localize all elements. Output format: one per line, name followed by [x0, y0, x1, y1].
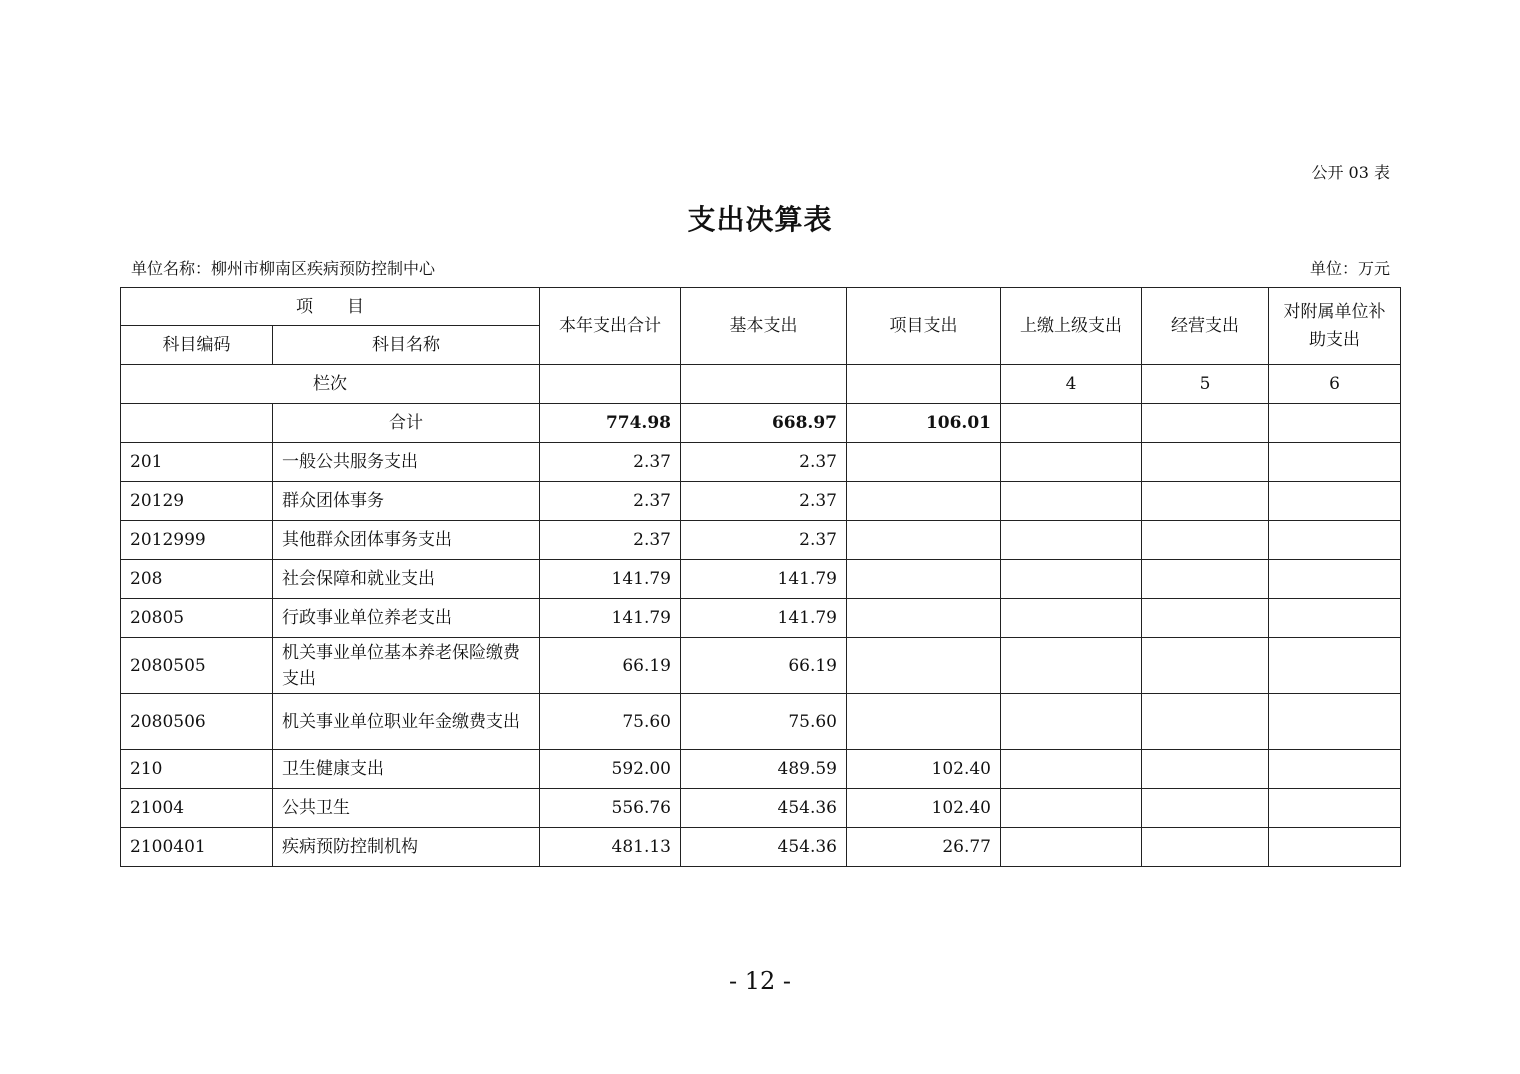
row-business [1142, 638, 1269, 694]
column-index-upper: 4 [1001, 365, 1142, 404]
row-total: 481.13 [540, 828, 681, 867]
row-upper [1001, 789, 1142, 828]
row-basic: 141.79 [681, 599, 847, 638]
row-business [1142, 599, 1269, 638]
row-subsidy [1269, 560, 1401, 599]
row-total: 556.76 [540, 789, 681, 828]
row-code: 208 [121, 560, 273, 599]
row-total: 141.79 [540, 599, 681, 638]
row-upper [1001, 521, 1142, 560]
row-subsidy [1269, 521, 1401, 560]
row-business [1142, 694, 1269, 750]
row-code: 2080505 [121, 638, 273, 694]
sum-subsidy [1269, 404, 1401, 443]
row-code: 20805 [121, 599, 273, 638]
row-name: 行政事业单位养老支出 [273, 599, 540, 638]
row-name: 卫生健康支出 [273, 750, 540, 789]
row-business [1142, 521, 1269, 560]
expenditure-table [120, 287, 1401, 867]
row-basic: 75.60 [681, 694, 847, 750]
row-business [1142, 443, 1269, 482]
row-basic: 2.37 [681, 482, 847, 521]
table-row [121, 521, 1401, 560]
row-project: 26.77 [847, 828, 1001, 867]
row-business [1142, 560, 1269, 599]
page-title: 支出决算表 [687, 203, 833, 236]
row-total: 2.37 [540, 482, 681, 521]
row-project [847, 599, 1001, 638]
row-total: 66.19 [540, 638, 681, 694]
row-name: 一般公共服务支出 [273, 443, 540, 482]
row-total: 2.37 [540, 521, 681, 560]
currency-unit: 单位：万元 [1309, 259, 1390, 278]
row-business [1142, 750, 1269, 789]
row-project: 102.40 [847, 789, 1001, 828]
header-name: 科目名称 [273, 326, 540, 365]
row-subsidy [1269, 828, 1401, 867]
header-total: 本年支出合计 [540, 288, 681, 365]
table-row [121, 828, 1401, 867]
unit-name: 单位名称：柳州市柳南区疾病预防控制中心 [131, 259, 436, 278]
row-name: 公共卫生 [273, 789, 540, 828]
header-row-1 [121, 288, 1401, 326]
table-row [121, 482, 1401, 521]
row-code: 2080506 [121, 694, 273, 750]
row-upper [1001, 694, 1142, 750]
column-index-project [847, 365, 1001, 404]
row-project [847, 694, 1001, 750]
row-basic: 2.37 [681, 443, 847, 482]
row-code: 201 [121, 443, 273, 482]
row-project [847, 443, 1001, 482]
header-upper: 上缴上级支出 [1001, 288, 1142, 365]
row-total: 2.37 [540, 443, 681, 482]
row-basic: 454.36 [681, 789, 847, 828]
row-subsidy [1269, 443, 1401, 482]
row-name: 疾病预防控制机构 [273, 828, 540, 867]
row-code: 2012999 [121, 521, 273, 560]
table-row [121, 694, 1401, 750]
sum-row [121, 404, 1401, 443]
row-subsidy [1269, 789, 1401, 828]
header-project: 项目支出 [847, 288, 1001, 365]
row-code: 20129 [121, 482, 273, 521]
header-subsidy: 对附属单位补助支出 [1269, 288, 1401, 365]
column-index-business: 5 [1142, 365, 1269, 404]
sum-upper [1001, 404, 1142, 443]
table-row [121, 750, 1401, 789]
column-index-subsidy: 6 [1269, 365, 1401, 404]
row-upper [1001, 443, 1142, 482]
row-project [847, 482, 1001, 521]
sum-label: 合计 [273, 404, 540, 443]
header-business: 经营支出 [1142, 288, 1269, 365]
column-index-label: 栏次 [121, 365, 540, 404]
row-business [1142, 482, 1269, 521]
row-total: 75.60 [540, 694, 681, 750]
row-subsidy [1269, 482, 1401, 521]
row-name: 群众团体事务 [273, 482, 540, 521]
table-row [121, 789, 1401, 828]
sum-total: 774.98 [540, 404, 681, 443]
row-basic: 454.36 [681, 828, 847, 867]
row-code: 2100401 [121, 828, 273, 867]
row-upper [1001, 560, 1142, 599]
row-basic: 141.79 [681, 560, 847, 599]
table-row [121, 560, 1401, 599]
sum-code [121, 404, 273, 443]
row-code: 21004 [121, 789, 273, 828]
row-subsidy [1269, 638, 1401, 694]
row-subsidy [1269, 599, 1401, 638]
header-code: 科目编码 [121, 326, 273, 365]
row-project: 102.40 [847, 750, 1001, 789]
row-name: 其他群众团体事务支出 [273, 521, 540, 560]
row-name: 机关事业单位职业年金缴费支出 [273, 694, 540, 750]
row-total: 592.00 [540, 750, 681, 789]
row-subsidy [1269, 694, 1401, 750]
row-business [1142, 789, 1269, 828]
row-basic: 489.59 [681, 750, 847, 789]
sum-project: 106.01 [847, 404, 1001, 443]
sum-business [1142, 404, 1269, 443]
table-row [121, 638, 1401, 694]
row-project [847, 521, 1001, 560]
row-name: 社会保障和就业支出 [273, 560, 540, 599]
header-basic: 基本支出 [681, 288, 847, 365]
row-upper [1001, 482, 1142, 521]
table-row [121, 443, 1401, 482]
row-upper [1001, 599, 1142, 638]
page-number: - 12 - [728, 967, 791, 995]
row-basic: 66.19 [681, 638, 847, 694]
table-row [121, 599, 1401, 638]
column-index-row [121, 365, 1401, 404]
row-code: 210 [121, 750, 273, 789]
row-name: 机关事业单位基本养老保险缴费支出 [273, 638, 540, 694]
row-business [1142, 828, 1269, 867]
row-project [847, 638, 1001, 694]
sum-basic: 668.97 [681, 404, 847, 443]
form-number: 公开 03 表 [1311, 163, 1390, 182]
row-basic: 2.37 [681, 521, 847, 560]
column-index-total [540, 365, 681, 404]
row-subsidy [1269, 750, 1401, 789]
row-project [847, 560, 1001, 599]
row-upper [1001, 828, 1142, 867]
row-total: 141.79 [540, 560, 681, 599]
column-index-basic [681, 365, 847, 404]
row-upper [1001, 638, 1142, 694]
header-item: 项 目 [121, 288, 540, 326]
row-upper [1001, 750, 1142, 789]
